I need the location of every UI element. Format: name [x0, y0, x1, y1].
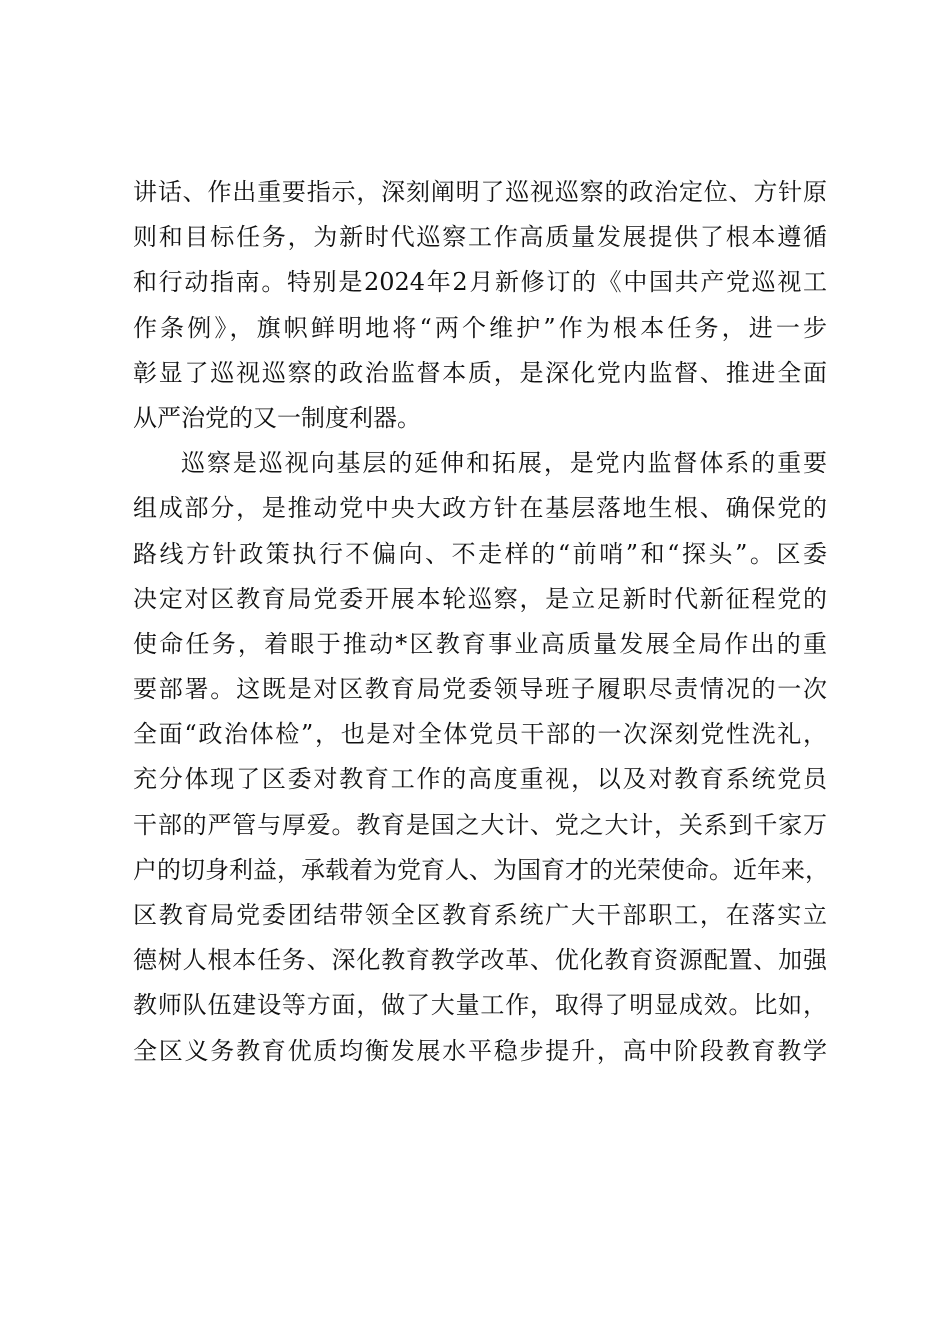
text-line: 充分体现了区委对教育工作的高度重视，以及对教育系统党员 — [133, 765, 827, 794]
text-line: 要部署。这既是对区教育局党委领导班子履职尽责情况的一次 — [133, 675, 827, 704]
text-line: 彰显了巡视巡察的政治监督本质，是深化党内监督、推进全面 — [133, 358, 827, 387]
text-line: 则和目标任务，为新时代巡察工作高质量发展提供了根本遵循 — [133, 223, 827, 252]
text-line: 组成部分，是推动党中央大政方针在基层落地生根、确保党的 — [133, 494, 827, 523]
paragraph — [133, 170, 827, 441]
text-line: 和行动指南。特别是2024年2月新修订的《中国共产党巡视工 — [133, 268, 827, 297]
text-line: 户的切身利益，承载着为党育人、为国育才的光荣使命。近年来， — [133, 855, 829, 884]
document-body — [133, 170, 827, 1074]
text-line: 决定对区教育局党委开展本轮巡察，是立足新时代新征程党的 — [133, 584, 827, 613]
text-line: 全面“政治体检”，也是对全体党员干部的一次深刻党性洗礼， — [133, 720, 827, 749]
text-line: 德树人根本任务、深化教育教学改革、优化教育资源配置、加强 — [133, 946, 827, 975]
text-line: 教师队伍建设等方面，做了大量工作，取得了明显成效。比如， — [133, 991, 827, 1020]
text-line: 从严治党的又一制度利器。 — [133, 403, 421, 432]
text-line: 全区义务教育优质均衡发展水平稳步提升，高中阶段教育教学 — [133, 1036, 827, 1065]
text-line: 路线方针政策执行不偏向、不走样的“前哨”和“探头”。区委 — [133, 539, 827, 568]
text-line: 作条例》，旗帜鲜明地将“两个维护”作为根本任务，进一步 — [133, 313, 827, 342]
text-line: 使命任务，着眼于推动*区教育事业高质量发展全局作出的重 — [133, 629, 827, 658]
paragraph — [133, 441, 827, 1074]
text-line: 讲话、作出重要指示，深刻阐明了巡视巡察的政治定位、方针原 — [133, 178, 827, 206]
text-line: 巡察是巡视向基层的延伸和拓展，是党内监督体系的重要 — [181, 449, 827, 478]
text-line: 区教育局党委团结带领全区教育系统广大干部职工，在落实立 — [133, 901, 827, 929]
text-line: 干部的严管与厚爱。教育是国之大计、党之大计，关系到千家万 — [133, 810, 827, 839]
